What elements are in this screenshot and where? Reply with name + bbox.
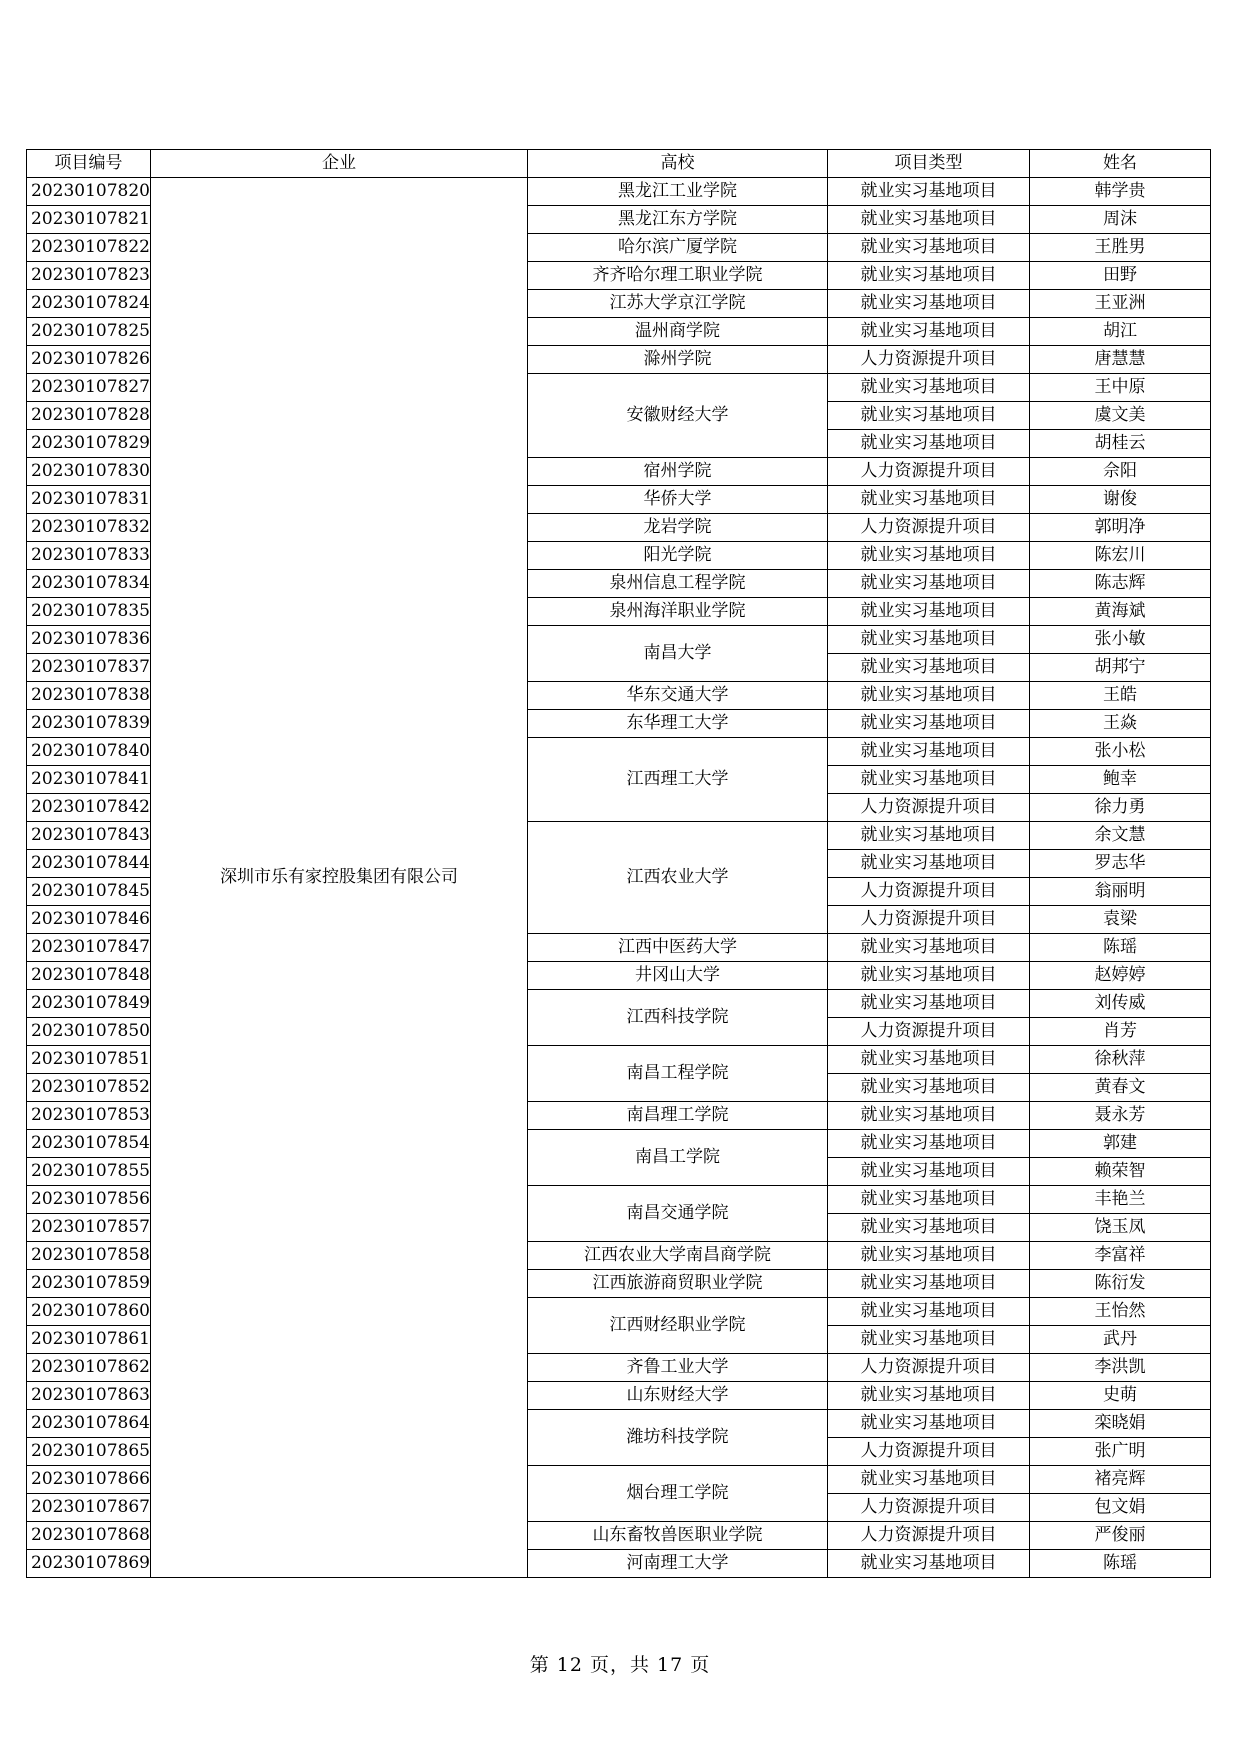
- cell-name: 佘阳: [1029, 458, 1210, 486]
- cell-school: 南昌工学院: [527, 1130, 827, 1186]
- cell-name: 肖芳: [1029, 1018, 1210, 1046]
- cell-name: 张广明: [1029, 1438, 1210, 1466]
- cell-project-id: 20230107869: [27, 1550, 151, 1578]
- cell-school: 江西理工大学: [527, 738, 827, 822]
- cell-name: 陈瑶: [1029, 934, 1210, 962]
- cell-project-type: 就业实习基地项目: [827, 1410, 1029, 1438]
- cell-project-type: 就业实习基地项目: [827, 1102, 1029, 1130]
- cell-project-id: 20230107866: [27, 1466, 151, 1494]
- cell-school: 山东畜牧兽医职业学院: [527, 1522, 827, 1550]
- cell-name: 严俊丽: [1029, 1522, 1210, 1550]
- cell-project-id: 20230107867: [27, 1494, 151, 1522]
- cell-project-id: 20230107852: [27, 1074, 151, 1102]
- cell-project-type: 就业实习基地项目: [827, 1326, 1029, 1354]
- cell-name: 陈宏川: [1029, 542, 1210, 570]
- cell-project-type: 就业实习基地项目: [827, 206, 1029, 234]
- cell-name: 郭明净: [1029, 514, 1210, 542]
- cell-school: 黑龙江东方学院: [527, 206, 827, 234]
- cell-project-type: 就业实习基地项目: [827, 1046, 1029, 1074]
- cell-name: 王怡然: [1029, 1298, 1210, 1326]
- cell-project-id: 20230107853: [27, 1102, 151, 1130]
- cell-project-type: 人力资源提升项目: [827, 794, 1029, 822]
- cell-name: 王胜男: [1029, 234, 1210, 262]
- cell-school: 华侨大学: [527, 486, 827, 514]
- cell-name: 赖荣智: [1029, 1158, 1210, 1186]
- cell-project-type: 就业实习基地项目: [827, 738, 1029, 766]
- cell-project-id: 20230107855: [27, 1158, 151, 1186]
- cell-name: 徐力勇: [1029, 794, 1210, 822]
- cell-project-id: 20230107820: [27, 178, 151, 206]
- cell-name: 王皓: [1029, 682, 1210, 710]
- cell-name: 袁梁: [1029, 906, 1210, 934]
- cell-project-type: 人力资源提升项目: [827, 1438, 1029, 1466]
- cell-name: 胡江: [1029, 318, 1210, 346]
- cell-project-id: 20230107840: [27, 738, 151, 766]
- cell-project-type: 人力资源提升项目: [827, 346, 1029, 374]
- cell-project-id: 20230107832: [27, 514, 151, 542]
- cell-project-type: 就业实习基地项目: [827, 1130, 1029, 1158]
- cell-project-id: 20230107827: [27, 374, 151, 402]
- cell-project-type: 就业实习基地项目: [827, 290, 1029, 318]
- cell-project-id: 20230107838: [27, 682, 151, 710]
- cell-project-id: 20230107834: [27, 570, 151, 598]
- cell-name: 王亚洲: [1029, 290, 1210, 318]
- cell-project-type: 就业实习基地项目: [827, 1270, 1029, 1298]
- cell-name: 徐秋萍: [1029, 1046, 1210, 1074]
- cell-project-type: 就业实习基地项目: [827, 654, 1029, 682]
- cell-school: 南昌大学: [527, 626, 827, 682]
- cell-school: 江西旅游商贸职业学院: [527, 1270, 827, 1298]
- cell-school: 宿州学院: [527, 458, 827, 486]
- cell-project-id: 20230107823: [27, 262, 151, 290]
- cell-school: 泉州海洋职业学院: [527, 598, 827, 626]
- cell-project-id: 20230107824: [27, 290, 151, 318]
- cell-school: 安徽财经大学: [527, 374, 827, 458]
- cell-name: 张小敏: [1029, 626, 1210, 654]
- cell-project-id: 20230107839: [27, 710, 151, 738]
- cell-name: 胡邦宁: [1029, 654, 1210, 682]
- cell-project-id: 20230107848: [27, 962, 151, 990]
- cell-name: 褚亮辉: [1029, 1466, 1210, 1494]
- cell-project-id: 20230107865: [27, 1438, 151, 1466]
- cell-project-type: 就业实习基地项目: [827, 766, 1029, 794]
- header-row: [27, 150, 1211, 178]
- cell-name: 周沫: [1029, 206, 1210, 234]
- header-name: 姓名: [1029, 150, 1210, 178]
- cell-project-id: 20230107862: [27, 1354, 151, 1382]
- cell-school: 河南理工大学: [527, 1550, 827, 1578]
- cell-name: 唐慧慧: [1029, 346, 1210, 374]
- cell-name: 栾晓娟: [1029, 1410, 1210, 1438]
- cell-school: 黑龙江工业学院: [527, 178, 827, 206]
- cell-school: 齐齐哈尔理工职业学院: [527, 262, 827, 290]
- cell-project-type: 就业实习基地项目: [827, 626, 1029, 654]
- cell-name: 王中原: [1029, 374, 1210, 402]
- cell-name: 田野: [1029, 262, 1210, 290]
- cell-project-id: 20230107847: [27, 934, 151, 962]
- cell-project-type: 就业实习基地项目: [827, 990, 1029, 1018]
- table-row: [27, 178, 1211, 206]
- cell-school: 温州商学院: [527, 318, 827, 346]
- cell-project-id: 20230107828: [27, 402, 151, 430]
- cell-project-type: 人力资源提升项目: [827, 878, 1029, 906]
- cell-project-type: 就业实习基地项目: [827, 598, 1029, 626]
- cell-project-id: 20230107836: [27, 626, 151, 654]
- cell-project-id: 20230107837: [27, 654, 151, 682]
- cell-project-type: 就业实习基地项目: [827, 318, 1029, 346]
- cell-name: 武丹: [1029, 1326, 1210, 1354]
- cell-name: 陈志辉: [1029, 570, 1210, 598]
- cell-project-id: 20230107857: [27, 1214, 151, 1242]
- cell-project-type: 人力资源提升项目: [827, 906, 1029, 934]
- cell-school: 滁州学院: [527, 346, 827, 374]
- header-school: 高校: [527, 150, 827, 178]
- cell-project-id: 20230107821: [27, 206, 151, 234]
- cell-project-type: 就业实习基地项目: [827, 1550, 1029, 1578]
- cell-project-type: 就业实习基地项目: [827, 1214, 1029, 1242]
- header-company: 企业: [150, 150, 527, 178]
- cell-school: 烟台理工学院: [527, 1466, 827, 1522]
- cell-school: 江西农业大学: [527, 822, 827, 934]
- cell-school: 龙岩学院: [527, 514, 827, 542]
- cell-name: 刘传威: [1029, 990, 1210, 1018]
- cell-school: 南昌工程学院: [527, 1046, 827, 1102]
- cell-school: 江西中医药大学: [527, 934, 827, 962]
- cell-project-id: 20230107854: [27, 1130, 151, 1158]
- cell-school: 井冈山大学: [527, 962, 827, 990]
- header-project-type: 项目类型: [827, 150, 1029, 178]
- cell-school: 泉州信息工程学院: [527, 570, 827, 598]
- cell-project-type: 就业实习基地项目: [827, 934, 1029, 962]
- cell-project-type: 就业实习基地项目: [827, 486, 1029, 514]
- cell-company: 深圳市乐有家控股集团有限公司: [150, 178, 527, 1578]
- cell-project-type: 就业实习基地项目: [827, 262, 1029, 290]
- cell-project-type: 人力资源提升项目: [827, 1354, 1029, 1382]
- cell-project-type: 就业实习基地项目: [827, 402, 1029, 430]
- cell-project-id: 20230107868: [27, 1522, 151, 1550]
- cell-school: 江苏大学京江学院: [527, 290, 827, 318]
- cell-project-id: 20230107856: [27, 1186, 151, 1214]
- cell-school: 山东财经大学: [527, 1382, 827, 1410]
- cell-project-id: 20230107850: [27, 1018, 151, 1046]
- cell-project-type: 就业实习基地项目: [827, 1298, 1029, 1326]
- cell-name: 李富祥: [1029, 1242, 1210, 1270]
- cell-project-type: 就业实习基地项目: [827, 234, 1029, 262]
- cell-name: 张小松: [1029, 738, 1210, 766]
- cell-name: 翁丽明: [1029, 878, 1210, 906]
- cell-project-type: 就业实习基地项目: [827, 710, 1029, 738]
- cell-project-type: 就业实习基地项目: [827, 822, 1029, 850]
- cell-project-type: 就业实习基地项目: [827, 962, 1029, 990]
- cell-school: 哈尔滨广厦学院: [527, 234, 827, 262]
- cell-project-id: 20230107825: [27, 318, 151, 346]
- cell-name: 谢俊: [1029, 486, 1210, 514]
- cell-name: 余文慧: [1029, 822, 1210, 850]
- cell-school: 江西农业大学南昌商学院: [527, 1242, 827, 1270]
- cell-project-id: 20230107826: [27, 346, 151, 374]
- cell-project-id: 20230107864: [27, 1410, 151, 1438]
- cell-project-id: 20230107829: [27, 430, 151, 458]
- cell-name: 包文娟: [1029, 1494, 1210, 1522]
- cell-project-type: 人力资源提升项目: [827, 1018, 1029, 1046]
- cell-name: 赵婷婷: [1029, 962, 1210, 990]
- cell-name: 黄春文: [1029, 1074, 1210, 1102]
- cell-project-type: 就业实习基地项目: [827, 430, 1029, 458]
- cell-name: 郭建: [1029, 1130, 1210, 1158]
- cell-project-type: 就业实习基地项目: [827, 542, 1029, 570]
- cell-name: 王焱: [1029, 710, 1210, 738]
- cell-project-id: 20230107860: [27, 1298, 151, 1326]
- cell-school: 江西财经职业学院: [527, 1298, 827, 1354]
- cell-project-type: 就业实习基地项目: [827, 682, 1029, 710]
- cell-school: 东华理工大学: [527, 710, 827, 738]
- cell-project-type: 就业实习基地项目: [827, 1074, 1029, 1102]
- cell-name: 丰艳兰: [1029, 1186, 1210, 1214]
- cell-name: 鲍幸: [1029, 766, 1210, 794]
- cell-name: 胡桂云: [1029, 430, 1210, 458]
- cell-project-type: 就业实习基地项目: [827, 1242, 1029, 1270]
- cell-name: 罗志华: [1029, 850, 1210, 878]
- cell-project-id: 20230107846: [27, 906, 151, 934]
- cell-project-type: 就业实习基地项目: [827, 374, 1029, 402]
- cell-name: 虞文美: [1029, 402, 1210, 430]
- cell-project-id: 20230107835: [27, 598, 151, 626]
- cell-project-id: 20230107851: [27, 1046, 151, 1074]
- cell-project-type: 人力资源提升项目: [827, 1522, 1029, 1550]
- header-project-id: 项目编号: [27, 150, 151, 178]
- cell-project-id: 20230107841: [27, 766, 151, 794]
- cell-project-type: 人力资源提升项目: [827, 1494, 1029, 1522]
- cell-school: 齐鲁工业大学: [527, 1354, 827, 1382]
- cell-project-id: 20230107863: [27, 1382, 151, 1410]
- cell-school: 江西科技学院: [527, 990, 827, 1046]
- cell-project-id: 20230107842: [27, 794, 151, 822]
- cell-name: 黄海斌: [1029, 598, 1210, 626]
- cell-school: 南昌交通学院: [527, 1186, 827, 1242]
- cell-project-type: 就业实习基地项目: [827, 850, 1029, 878]
- cell-project-id: 20230107831: [27, 486, 151, 514]
- cell-project-type: 人力资源提升项目: [827, 458, 1029, 486]
- cell-project-type: 就业实习基地项目: [827, 1466, 1029, 1494]
- data-table: [26, 149, 1211, 1578]
- cell-school: 阳光学院: [527, 542, 827, 570]
- cell-school: 华东交通大学: [527, 682, 827, 710]
- cell-project-type: 就业实习基地项目: [827, 1158, 1029, 1186]
- cell-project-id: 20230107844: [27, 850, 151, 878]
- cell-school: 潍坊科技学院: [527, 1410, 827, 1466]
- cell-project-id: 20230107858: [27, 1242, 151, 1270]
- cell-project-type: 就业实习基地项目: [827, 1186, 1029, 1214]
- cell-project-type: 人力资源提升项目: [827, 514, 1029, 542]
- cell-name: 韩学贵: [1029, 178, 1210, 206]
- table-body: [27, 178, 1211, 1578]
- cell-project-id: 20230107849: [27, 990, 151, 1018]
- cell-project-id: 20230107859: [27, 1270, 151, 1298]
- cell-project-type: 就业实习基地项目: [827, 570, 1029, 598]
- cell-project-id: 20230107843: [27, 822, 151, 850]
- cell-name: 李洪凯: [1029, 1354, 1210, 1382]
- cell-name: 饶玉凤: [1029, 1214, 1210, 1242]
- page-footer: 第 12 页，共 17 页: [529, 1654, 711, 1676]
- cell-school: 南昌理工学院: [527, 1102, 827, 1130]
- cell-name: 聂永芳: [1029, 1102, 1210, 1130]
- cell-project-type: 就业实习基地项目: [827, 1382, 1029, 1410]
- cell-name: 陈衍发: [1029, 1270, 1210, 1298]
- cell-project-id: 20230107833: [27, 542, 151, 570]
- cell-name: 陈瑶: [1029, 1550, 1210, 1578]
- cell-project-id: 20230107822: [27, 234, 151, 262]
- cell-name: 史萌: [1029, 1382, 1210, 1410]
- cell-project-id: 20230107830: [27, 458, 151, 486]
- cell-project-id: 20230107861: [27, 1326, 151, 1354]
- cell-project-id: 20230107845: [27, 878, 151, 906]
- cell-project-type: 就业实习基地项目: [827, 178, 1029, 206]
